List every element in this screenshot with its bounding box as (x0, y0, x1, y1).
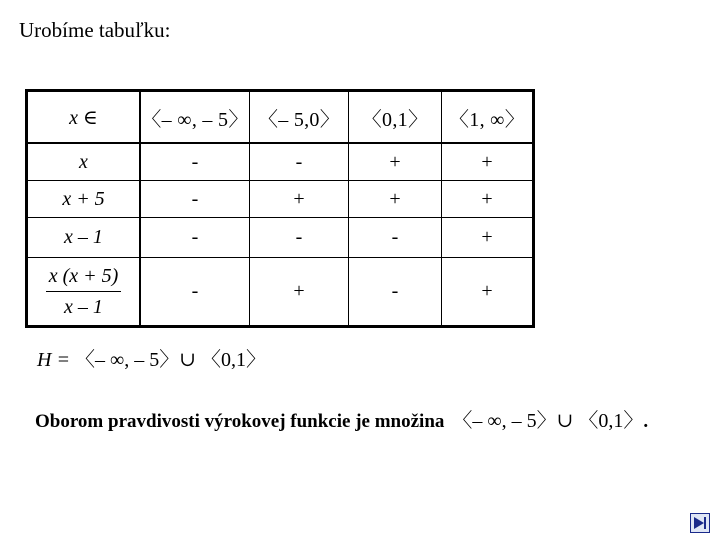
sign-cell: - (140, 258, 250, 327)
sign-cell: - (140, 181, 250, 218)
sign-cell: - (349, 258, 442, 327)
table-header-row (27, 91, 534, 144)
conclusion-text: Oborom pravdivosti výrokovej funkcie je množina (35, 411, 445, 432)
table-row (27, 258, 534, 327)
sign-cell: + (442, 258, 534, 327)
sign-cell: - (140, 143, 250, 181)
sign-cell: + (349, 181, 442, 218)
sign-cell: - (349, 218, 442, 258)
fraction-numerator: x (x + 5) (46, 265, 122, 292)
sign-cell: - (140, 218, 250, 258)
conclusion-line (35, 404, 648, 433)
solution-prefix: H = (37, 349, 70, 371)
sign-table (25, 89, 535, 328)
conclusion-end: . (643, 411, 649, 432)
header-label: x ∈ (27, 91, 141, 144)
sign-cell: + (349, 143, 442, 181)
table-row (27, 143, 534, 181)
fraction (46, 265, 122, 319)
sign-cell: + (442, 218, 534, 258)
sign-cell: - (250, 143, 349, 181)
sign-cell: + (442, 143, 534, 181)
row-label: x – 1 (27, 218, 141, 258)
interval-2: 〈– 5,0〉 (250, 91, 349, 144)
row-label-fraction (27, 258, 141, 327)
row-label: x (27, 143, 141, 181)
interval-1: 〈– ∞, – 5〉 (140, 91, 250, 144)
sign-cell: + (442, 181, 534, 218)
table-row (27, 181, 534, 218)
interval-4: 〈1, ∞〉 (442, 91, 534, 144)
solution-set: 〈– ∞, – 5〉∪ 〈0,1〉 (74, 349, 266, 371)
interval-3: 〈0,1〉 (349, 91, 442, 144)
page-heading: Urobíme tabuľku: (19, 18, 171, 42)
table-row (27, 218, 534, 258)
next-slide-icon[interactable] (690, 513, 710, 533)
sign-cell: - (250, 218, 349, 258)
sign-cell: + (250, 181, 349, 218)
row-label: x + 5 (27, 181, 141, 218)
fraction-denominator: x – 1 (64, 295, 103, 318)
solution-line (37, 343, 266, 372)
next-slide-icon-glyph (691, 514, 709, 532)
sign-cell: + (250, 258, 349, 327)
conclusion-set: 〈– ∞, – 5〉∪ 〈0,1〉 (452, 410, 644, 432)
